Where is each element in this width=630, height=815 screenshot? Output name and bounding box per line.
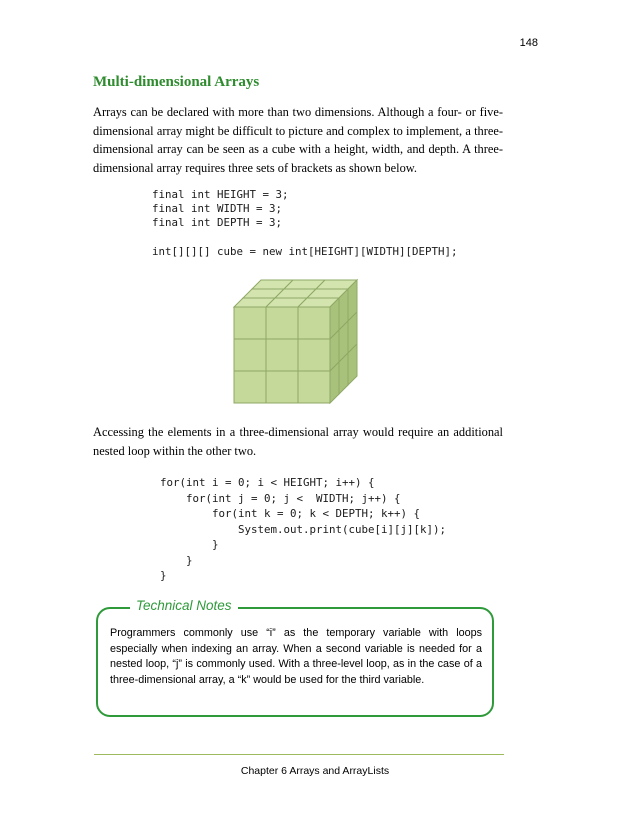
cube-illustration — [232, 278, 362, 410]
cube-block-front — [234, 307, 266, 339]
cube-block-front — [234, 371, 266, 403]
cube-block-front — [266, 339, 298, 371]
technical-notes-body: Programmers commonly use “i” as the temporary variable with loops especially when indexing an array. When a second variable is needed for a nested loop, “j” is commonly used. With a three-level loop, as in the case of a three-dimensional array, a “k” would be used for the third variable. — [110, 627, 482, 686]
footer-divider — [94, 754, 504, 755]
cube-block-front — [266, 307, 298, 339]
technical-notes-title: Technical Notes — [130, 598, 238, 613]
intro-paragraph: Arrays can be declared with more than two dimensions. Although a four- or five-dimensional array might be difficult to picture and complex to implement, a three-dimensional array can be seen as a cube with a height, width, and depth. A three-dimensional array requires three sets of brackets as shown below. — [93, 105, 503, 175]
cube-block-front — [234, 339, 266, 371]
cube-block-front — [298, 307, 330, 339]
page-number: 148 — [519, 37, 538, 49]
loop-code-block: for(int i = 0; i < HEIGHT; i++) { for(int j = 0; j < WIDTH; j++) { for(int k = 0; k < DEPTH; k++) { System.out.print(cube[i][j][k]); } } } — [160, 476, 447, 582]
cube-block-front — [298, 371, 330, 403]
loop-intro-paragraph: Accessing the elements in a three-dimensional array would require an additional nested loop within the other two. — [93, 425, 503, 458]
cube-block-front — [266, 371, 298, 403]
declaration-code-block: final int HEIGHT = 3; final int WIDTH = 3; final int DEPTH = 3; int[][][] cube = new int[HEIGHT][WIDTH][DEPTH]; — [152, 188, 458, 258]
section-title: Multi-dimensional Arrays — [93, 74, 260, 90]
footer-chapter-title: Chapter 6 Arrays and ArrayLists — [240, 765, 390, 777]
cube-block-front — [298, 339, 330, 371]
